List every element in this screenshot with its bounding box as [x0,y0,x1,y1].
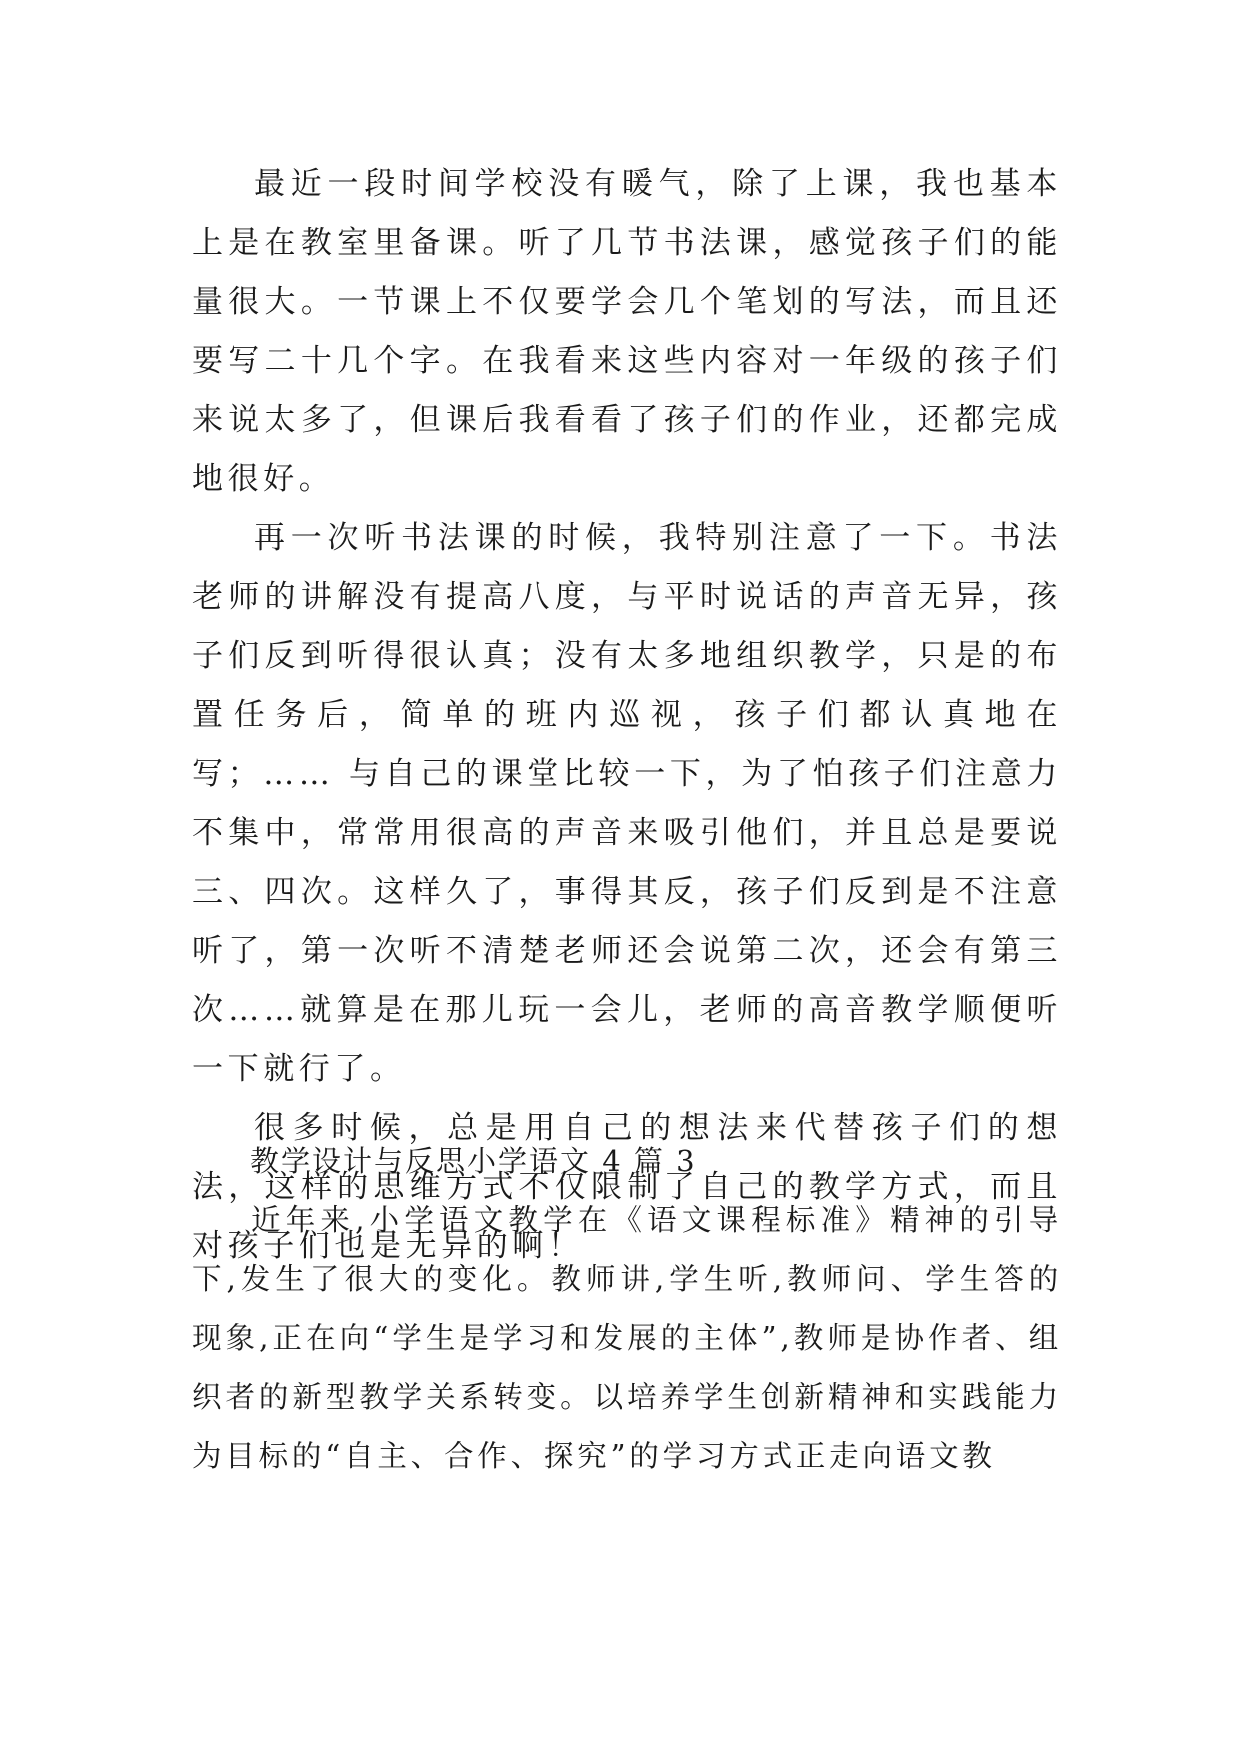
section-heading: 教学设计与反思小学语文 4 篇 3 [250,1144,697,1178]
paragraph-heating: 最近一段时间学校没有暖气，除了上课，我也基本上是在教室里备课。听了几节书法课，感觉孩子们的能量很大。一节课上不仅要学会几个笔划的写法，而且还要写二十几个字。在我看来这些内容对一年级的孩子们来说太多了，但课后我看看了孩子们的作业，还都完成地很好。 [192,166,1062,497]
paragraph-calligraphy-class: 再一次听书法课的时候，我特别注意了一下。书法老师的讲解没有提高八度，与平时说话的声音无异，孩子们反到听得很认真；没有太多地组织教学，只是的布置任务后，简单的班内巡视，孩子们都认真地在写；…… 与自己的课堂比较一下，为了怕孩子们注意力不集中，常常用很高的声音来吸引他们，并且总是要说三、四次。这样久了，事得其反，孩子们反到是不注意听了，第一次听不清楚老师还会说第二次，还会有第三次……就算是在那儿玩一会儿，老师的高音教学顺便听一下就行了。 [192,520,1062,1087]
article-section [192,1132,1062,1486]
reflection-section [192,155,1062,1276]
paragraph-curriculum: 近年来,小学语文教学在《语文课程标准》精神的引导下,发生了很大的变化。教师讲,学生听,教师问、学生答的现象,正在向“学生是学习和发展的主体”,教师是协作者、组织者的新型教学关系转变。以培养学生创新精神和实践能力为目标的“自主、合作、探究”的学习方式正走向语文教 [192,1203,1062,1473]
paragraph-conclusion: 很多时候，总是用自己的想法来代替孩子们的想法，这样的思维方式不仅限制了自己的教学方式，而且对孩子们也是无异的啊！ [192,1110,1062,1264]
